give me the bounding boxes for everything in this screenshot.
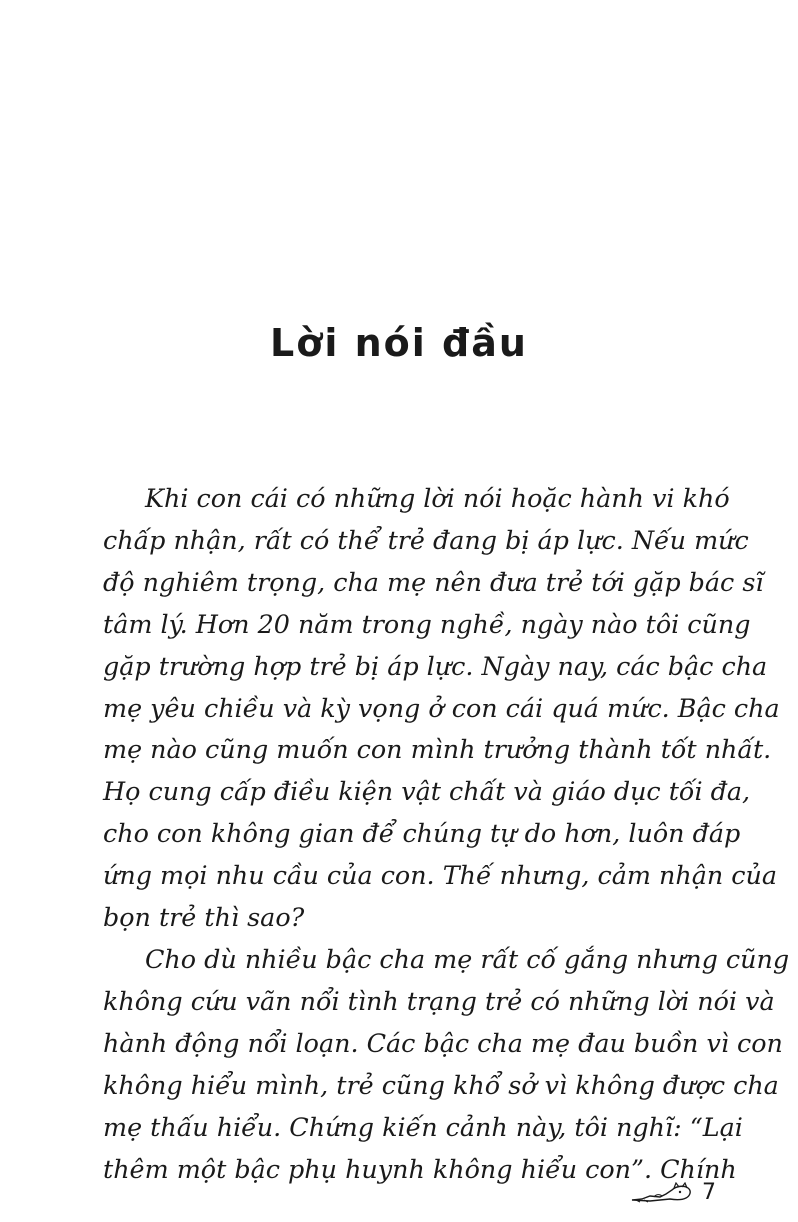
text-line: hành động nổi loạn. Các bậc cha mẹ đau buồn vì con <box>103 1027 783 1058</box>
body-text <box>103 478 790 1190</box>
text-line: không hiểu mình, trẻ cũng khổ sở vì không được cha <box>103 1069 779 1100</box>
text-line: mẹ yêu chiều và kỳ vọng ở con cái quá mức. Bậc cha <box>103 692 780 723</box>
text-line: bọn trẻ thì sao? <box>103 902 305 933</box>
text-line: Khi con cái có những lời nói hoặc hành vi khó <box>145 483 730 513</box>
text-line: cho con không gian để chúng tự do hơn, luôn đáp <box>103 818 741 849</box>
cat-ornament-icon <box>630 1182 700 1204</box>
paragraph <box>103 939 790 1190</box>
text-line: gặp trường hợp trẻ bị áp lực. Ngày nay, các bậc cha <box>103 650 768 681</box>
text-line: không cứu vãn nổi tình trạng trẻ có những lời nói và <box>103 985 775 1016</box>
text-line: Họ cung cấp điều kiện vật chất và giáo dục tối đa, <box>103 776 751 807</box>
paragraph <box>103 478 780 939</box>
text-line: tâm lý. Hơn 20 năm trong nghề, ngày nào tôi cũng <box>103 608 751 639</box>
text-line: mẹ nào cũng muốn con mình trưởng thành tốt nhất. <box>103 734 772 765</box>
text-line: ứng mọi nhu cầu của con. Thế nhưng, cảm nhận của <box>103 860 777 891</box>
text-line: thêm một bậc phụ huynh không hiểu con”. Chính <box>103 1153 737 1184</box>
page-title: Lời nói đầu <box>270 321 528 365</box>
text-line: độ nghiêm trọng, cha mẹ nên đưa trẻ tới gặp bác sĩ <box>103 566 764 597</box>
page-number: 7 <box>702 1180 716 1205</box>
text-line: chấp nhận, rất có thể trẻ đang bị áp lực. Nếu mức <box>103 524 749 555</box>
text-line: mẹ thấu hiểu. Chứng kiến cảnh này, tôi nghĩ: “Lại <box>103 1111 743 1142</box>
page-footer <box>630 1180 730 1206</box>
text-line: Cho dù nhiều bậc cha mẹ rất cố gắng nhưng cũng <box>145 943 790 974</box>
